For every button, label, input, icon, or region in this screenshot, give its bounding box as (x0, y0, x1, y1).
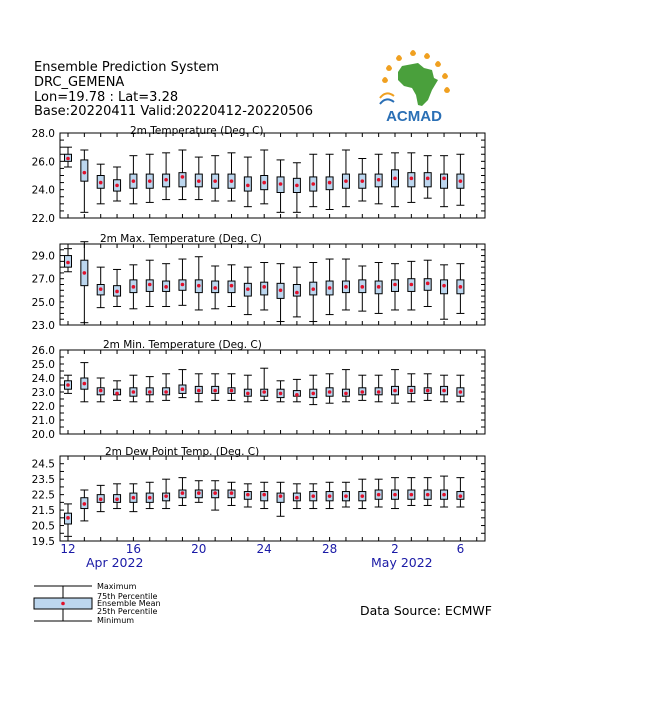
mean-point (328, 390, 332, 394)
mean-point (115, 392, 119, 396)
legend-mean-dot (61, 602, 65, 606)
mean-point (361, 179, 365, 183)
mean-point (164, 494, 168, 498)
page-title: Ensemble Prediction System (34, 60, 220, 75)
panel-title: 2m Dew Point Temp. (Deg. C) (105, 446, 260, 458)
mean-point (132, 285, 136, 289)
mean-point (148, 496, 152, 500)
x-tick-label: 6 (456, 542, 465, 556)
logo-text: ACMAD (386, 108, 442, 125)
y-tick-label: 24.0 (31, 373, 55, 385)
y-tick-label: 23.0 (31, 320, 55, 332)
mean-point (230, 389, 234, 393)
mean-point (426, 389, 430, 393)
mean-point (393, 283, 397, 287)
y-tick-label: 21.5 (31, 505, 55, 518)
mean-point (262, 285, 266, 289)
mean-point (164, 178, 168, 182)
mean-point (148, 179, 152, 183)
mean-point (246, 184, 250, 188)
mean-point (328, 286, 332, 290)
mean-point (115, 184, 119, 188)
mean-point (181, 387, 185, 391)
y-tick-label: 22.0 (31, 213, 55, 225)
y-tick-label: 23.0 (31, 387, 55, 399)
mean-point (344, 179, 348, 183)
mean-point (99, 181, 103, 185)
x-tick-label: 12 (60, 542, 76, 556)
y-tick-label: 25.0 (31, 296, 55, 309)
mean-point (328, 181, 332, 185)
y-tick-label: 23.5 (31, 474, 55, 487)
iqr-box (81, 160, 88, 181)
mean-point (377, 390, 381, 394)
mean-point (344, 494, 348, 498)
mean-point (148, 283, 152, 287)
mean-point (164, 285, 168, 289)
mean-point (361, 390, 365, 394)
mean-point (181, 175, 185, 179)
mean-point (311, 494, 315, 498)
legend-minimum-label: Minimum (97, 616, 135, 625)
mean-point (83, 271, 87, 275)
mean-point (66, 157, 70, 161)
mean-point (442, 284, 446, 288)
mean-point (295, 291, 299, 295)
mean-point (344, 285, 348, 289)
panel-title: 2m Max. Temperature (Deg. C) (100, 233, 262, 245)
mean-point (328, 494, 332, 498)
mean-point (213, 179, 217, 183)
mean-point (115, 290, 119, 294)
legend-p75-label: 75th Percentile (97, 592, 158, 601)
mean-point (442, 177, 446, 181)
mean-point (132, 179, 136, 183)
mean-point (295, 184, 299, 188)
mean-point (99, 497, 103, 501)
mean-point (99, 389, 103, 393)
mean-point (361, 285, 365, 289)
plot-frame (60, 456, 485, 541)
y-tick-label: 24.5 (31, 458, 55, 471)
mean-point (148, 390, 152, 394)
mean-point (442, 389, 446, 393)
mean-point (410, 389, 414, 393)
mean-point (279, 494, 283, 498)
y-tick-label: 22.5 (31, 489, 55, 502)
plot-frame (60, 244, 485, 325)
mean-point (197, 389, 201, 393)
mean-point (459, 390, 463, 394)
mean-point (213, 491, 217, 495)
mean-point (459, 494, 463, 498)
y-tick-label: 28.0 (31, 128, 55, 140)
plot-frame (60, 350, 485, 434)
mean-point (361, 494, 365, 498)
mean-point (410, 177, 414, 181)
mean-point (230, 491, 234, 495)
mean-point (426, 282, 430, 286)
base-valid-dates: Base:20220411 Valid:20220412-20220506 (34, 104, 314, 119)
mean-point (213, 389, 217, 393)
mean-point (295, 496, 299, 500)
mean-point (230, 179, 234, 183)
x-tick-label: 2 (391, 542, 399, 556)
mean-point (393, 389, 397, 393)
y-tick-label: 24.0 (31, 184, 55, 197)
mean-point (377, 178, 381, 182)
y-tick-label: 29.0 (31, 250, 55, 263)
mean-point (83, 502, 87, 506)
month-label: Apr 2022 (86, 555, 144, 570)
x-tick-label: 20 (191, 542, 207, 556)
mean-point (279, 182, 283, 186)
mean-point (132, 496, 136, 500)
iqr-box (441, 174, 448, 188)
mean-point (246, 493, 250, 497)
month-label: May 2022 (371, 555, 433, 570)
mean-point (442, 493, 446, 497)
mean-point (377, 493, 381, 497)
mean-point (164, 390, 168, 394)
iqr-box (179, 173, 186, 187)
mean-point (311, 392, 315, 396)
mean-point (262, 493, 266, 497)
y-tick-label: 22.0 (31, 401, 55, 413)
mean-point (393, 493, 397, 497)
mean-point (295, 393, 299, 397)
mean-point (262, 181, 266, 185)
panel-title: 2m Temperature (Deg. C) (130, 125, 264, 137)
y-tick-label: 26.0 (31, 156, 55, 169)
mean-point (66, 383, 70, 387)
mean-point (311, 182, 315, 186)
mean-point (279, 392, 283, 396)
mean-point (115, 497, 119, 501)
mean-point (213, 286, 217, 290)
mean-point (197, 491, 201, 495)
mean-point (181, 491, 185, 495)
x-tick-label: 28 (321, 542, 338, 556)
station-name: DRC_GEMENA (34, 75, 125, 90)
mean-point (132, 390, 136, 394)
mean-point (426, 493, 430, 497)
data-source-label: Data Source: ECMWF (360, 603, 492, 618)
mean-point (230, 284, 234, 288)
x-tick-label: 24 (256, 542, 272, 556)
y-tick-label: 19.5 (31, 536, 55, 548)
station-coords: Lon=19.78 : Lat=3.28 (34, 90, 179, 105)
legend-mean-label: Ensemble Mean (97, 599, 161, 608)
legend-maximum-label: Maximum (97, 582, 137, 591)
mean-point (393, 177, 397, 181)
mean-point (66, 261, 70, 265)
mean-point (410, 283, 414, 287)
mean-point (377, 285, 381, 289)
mean-point (197, 179, 201, 183)
legend-p25-label: 25th Percentile (97, 607, 158, 616)
mean-point (197, 284, 201, 288)
mean-point (279, 288, 283, 292)
mean-point (246, 392, 250, 396)
mean-point (83, 382, 87, 386)
mean-point (246, 287, 250, 291)
mean-point (181, 283, 185, 287)
mean-point (311, 287, 315, 291)
panel-title: 2m Min. Temperature (Deg. C) (103, 339, 262, 351)
y-tick-label: 20.0 (31, 429, 55, 441)
mean-point (83, 171, 87, 175)
plot-frame (60, 133, 485, 218)
y-tick-label: 25.0 (31, 359, 55, 371)
y-tick-label: 20.5 (31, 520, 55, 533)
mean-point (99, 287, 103, 291)
mean-point (426, 177, 430, 181)
y-tick-label: 21.0 (31, 415, 55, 427)
mean-point (410, 493, 414, 497)
mean-point (459, 179, 463, 183)
x-tick-label: 16 (125, 542, 142, 556)
mean-point (66, 516, 70, 520)
y-tick-label: 26.0 (31, 345, 55, 357)
mean-point (344, 392, 348, 396)
y-tick-label: 27.0 (31, 273, 55, 286)
mean-point (262, 390, 266, 394)
mean-point (459, 285, 463, 289)
